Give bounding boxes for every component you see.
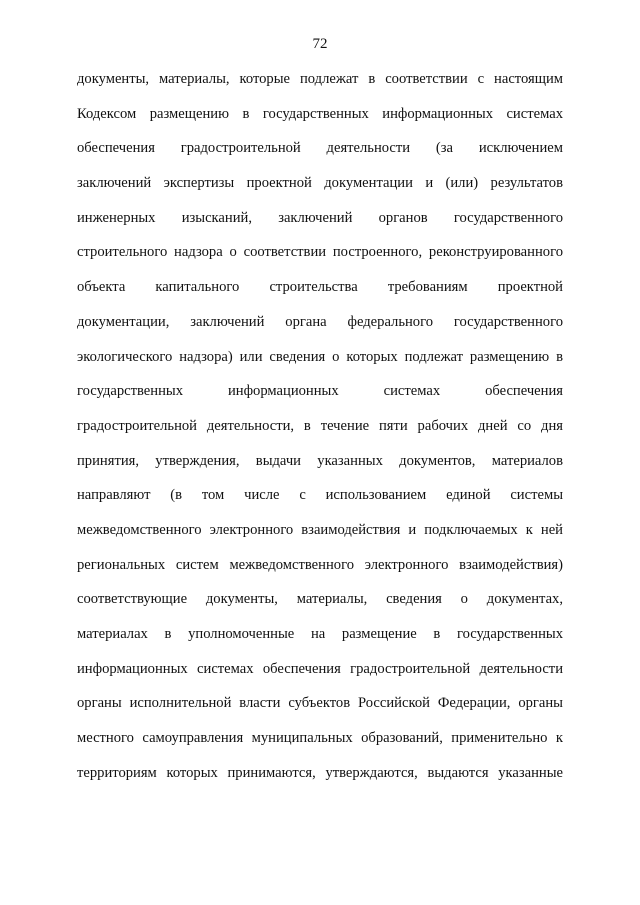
- text-line: направляют (в том числе с использованием единой системы: [77, 487, 563, 504]
- text-line: объекта капитального строительства требованиям проектной: [77, 279, 563, 296]
- text-line: межведомственного электронного взаимодействия и подключаемых к ней: [77, 521, 563, 538]
- body-text: [77, 62, 563, 790]
- text-line: материалах в уполномоченные на размещение в государственных: [77, 626, 563, 642]
- text-line: инженерных изысканий, заключений органов государственного: [77, 209, 563, 226]
- text-line: заключений экспертизы проектной документации и (или) результатов: [77, 175, 563, 192]
- text-line: экологического надзора) или сведения о которых подлежат размещению в: [77, 348, 563, 365]
- page-number: 72: [312, 36, 328, 52]
- text-line: территориям которых принимаются, утверждаются, выдаются указанные: [77, 764, 563, 781]
- text-line: региональных систем межведомственного электронного взаимодействия): [77, 556, 563, 573]
- text-line: обеспечения градостроительной деятельности (за исключением: [77, 140, 563, 157]
- text-line: градостроительной деятельности, в течение пяти рабочих дней со дня: [77, 417, 563, 434]
- text-line: соответствующие документы, материалы, сведения о документах,: [77, 591, 563, 608]
- text-line: государственных информационных системах обеспечения: [77, 383, 563, 400]
- text-line: документации, заключений органа федерального государственного: [77, 313, 563, 330]
- text-line: документы, материалы, которые подлежат в соответствии с настоящим: [77, 71, 563, 87]
- text-line: местного самоуправления муниципальных образований, применительно к: [77, 730, 563, 747]
- text-line: информационных системах обеспечения градостроительной деятельности: [77, 660, 563, 677]
- text-line: органы исполнительной власти субъектов Российской Федерации, органы: [77, 695, 563, 712]
- text-line: строительного надзора о соответствии построенного, реконструированного: [77, 244, 563, 261]
- text-line: принятия, утверждения, выдачи указанных документов, материалов: [77, 452, 563, 469]
- text-line: Кодексом размещению в государственных информационных системах: [77, 105, 563, 122]
